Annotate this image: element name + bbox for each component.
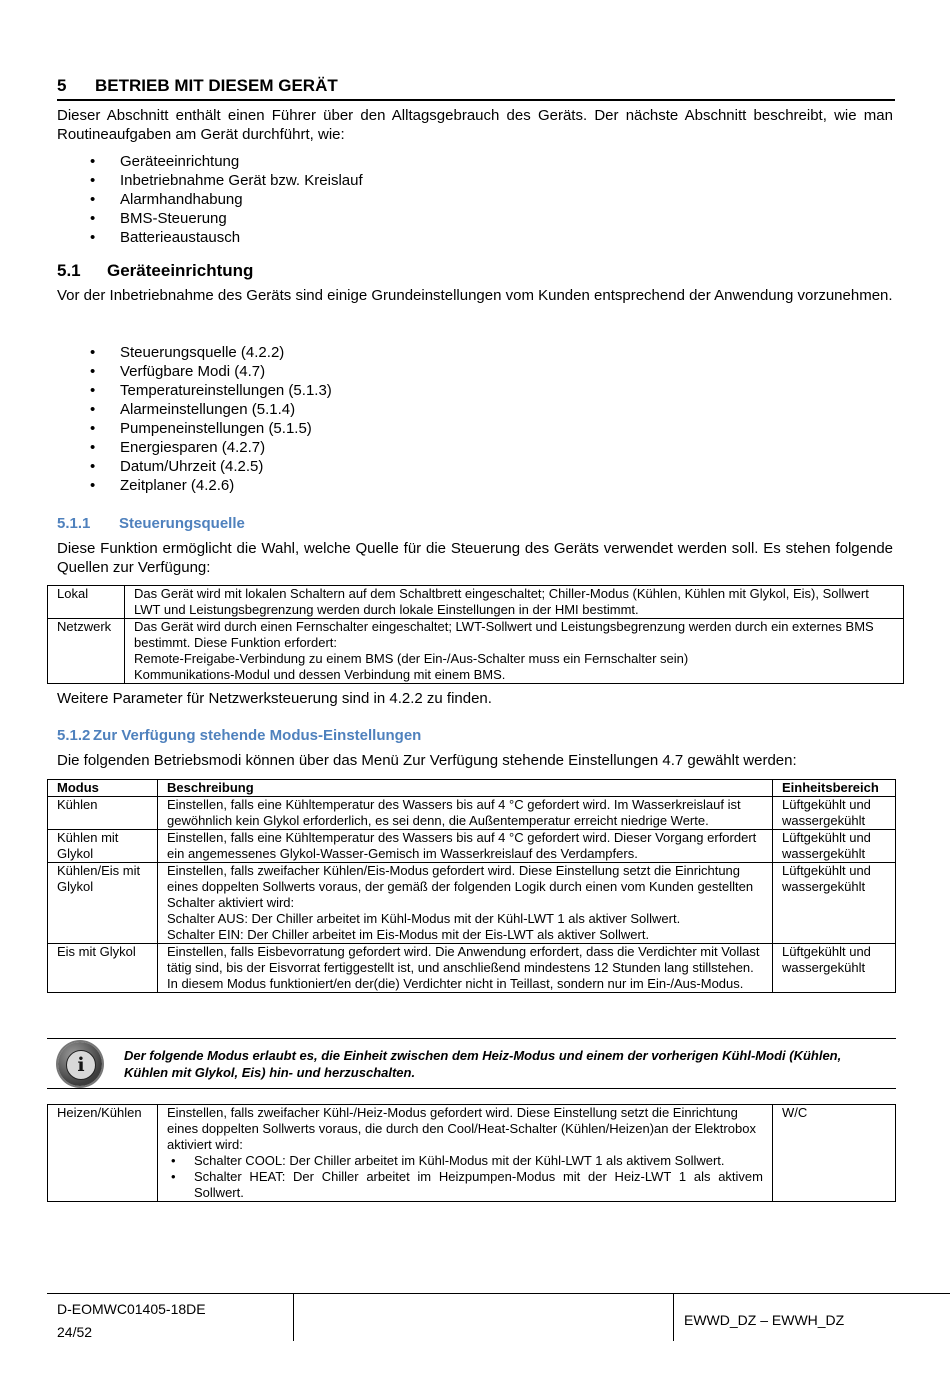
subsection-intro: Vor der Inbetriebnahme des Geräts sind einige Grundeinstellungen vom Kunden entsprechend der Anwendung vorzunehmen. [57, 287, 893, 304]
cell-line: Schalter AUS: Der Chiller arbeitet im Kühl-Modus mit der Kühl-LWT 1 als aktiver Sollwert. [167, 911, 681, 926]
note-rule-top [47, 1038, 896, 1039]
cell-line: Einstellen, falls zweifacher Kühlen/Eis-Modus gefordert wird. Diese Einstellung setzt die Einrichtung eines doppelten Sollwerts voraus, der gemäß der folgenden Logik durch einen vom Kunden gestellten Schalter aktiviert wird: [167, 863, 754, 910]
subsection-number: 5.1 [57, 261, 81, 280]
column-header: Einheitsbereich [773, 780, 896, 797]
section-intro: Dieser Abschnitt enthält einen Führer über den Alltagsgebrauch des Geräts. Der nächste Abschnitt beschreibt, wie man Routineaufgaben am Gerät durchführt, wie: [57, 107, 893, 143]
list-item: • Zeitplaner (4.2.6) [57, 476, 893, 495]
modes-intro: Die folgenden Betriebsmodi können über das Menü Zur Verfügung stehende Einstellungen 4.7 gewählt werden: [57, 752, 797, 769]
section-bullets [57, 152, 893, 247]
table-cell [125, 619, 904, 684]
note-text: Der folgende Modus erlaubt es, die Einheit zwischen dem Heiz-Modus und einem der vorherigen Kühl-Modi (Kühlen, Kühlen mit Glykol, Eis) hin- und herzuschalten. [124, 1048, 842, 1080]
list-item: • Alarmeinstellungen (5.1.4) [57, 400, 893, 419]
subsubsection-title: Zur Verfügung stehende Modus-Einstellungen [93, 727, 422, 744]
list-item: • Inbetriebnahme Gerät bzw. Kreislauf [57, 171, 893, 190]
table-cell: Lüftgekühlt und wassergekühlt [773, 863, 896, 944]
list-item: • Schalter HEAT: Der Chiller arbeitet im Heizpumpen-Modus mit der Heiz-LWT 1 als aktivem Sollwert. [167, 1169, 763, 1201]
table-cell: Das Gerät wird mit lokalen Schaltern auf dem Schaltbrett eingeschaltet; Chiller-Modus (Kühlen, Kühlen mit Glykol, Eis), Sollwert LWT und Leistungsbegrenzung werden durch lokale Einstellungen in der HMI bestimmt. [125, 586, 904, 619]
table-row [48, 830, 896, 863]
table-cell: Heizen/Kühlen [48, 1105, 158, 1202]
list-item: • Verfügbare Modi (4.7) [57, 362, 893, 381]
table-row [48, 863, 896, 944]
cell-line: Schalter EIN: Der Chiller arbeitet im Eis-Modus mit der Eis-LWT als aktiver Sollwert. [167, 927, 650, 942]
cell-line: Kommunikations-Modul und dessen Verbindung mit einem BMS. [134, 667, 506, 682]
table-cell: Eis mit Glykol [48, 944, 158, 993]
subsubsection-number: 5.1.2 [57, 727, 91, 744]
section-heading [57, 76, 895, 101]
list-item: • Temperatureinstellungen (5.1.3) [57, 381, 893, 400]
footer-rule [47, 1293, 950, 1294]
table-row [48, 944, 896, 993]
table-cell: Lüftgekühlt und wassergekühlt [773, 830, 896, 863]
list-item: • Steuerungsquelle (4.2.2) [57, 343, 893, 362]
control-source-table [47, 585, 904, 684]
table-header-row [48, 780, 896, 797]
table-cell: Lüftgekühlt und wassergekühlt [773, 944, 896, 993]
subsubsection-heading [57, 727, 421, 744]
info-icon [58, 1042, 102, 1086]
cell-line: Remote-Freigabe-Verbindung zu einem BMS (der Ein-/Aus-Schalter muss ein Fernschalter sein) [134, 651, 689, 666]
subsection-title: Geräteeinrichtung [107, 261, 254, 280]
note-rule-bottom [47, 1088, 896, 1089]
control-source-intro: Diese Funktion ermöglicht die Wahl, welche Quelle für die Steuerung des Geräts verwendet werden soll. Es stehen folgende Quellen zur Verfügung: [57, 540, 893, 576]
footer-divider [293, 1294, 294, 1341]
table-cell [158, 1105, 773, 1202]
cell-line: Das Gerät wird durch einen Fernschalter eingeschaltet; LWT-Sollwert und Leistungsbegrenzung werden durch ein externes BMS bestimmt. Diese Funktion erfordert: [134, 619, 874, 650]
modes-table [47, 779, 896, 993]
subsubsection-title: Steuerungsquelle [119, 515, 245, 532]
subsubsection-heading [57, 515, 245, 532]
table-cell: Lokal [48, 586, 125, 619]
footer-doc-id: D-EOMWC01405-18DE [57, 1301, 206, 1317]
list-item: • BMS-Steuerung [57, 209, 893, 228]
setup-bullets [57, 343, 893, 495]
table-cell: Einstellen, falls Eisbevorratung gefordert wird. Die Anwendung erfordert, dass die Verdichter mit Vollast tätig sind, bis der Eisvorrat fertiggestellt ist, und anschließend mindestens 12 Stunden lang stillstehen. In diesem Modus funktioniert/en der(die) Verdichter nicht in Teillast, sondern nur im Ein-/Aus-Modus. [158, 944, 773, 993]
heat-cool-bullets [167, 1153, 763, 1201]
table-cell: Einstellen, falls eine Kühltemperatur des Wassers bis auf 4 °C gefordert wird. Dieser Vorgang erfordert ein angemessenes Glykol-Wasser-Gemisch im Wasserkreislauf des Verdampfers. [158, 830, 773, 863]
table-cell: Kühlen/Eis mit Glykol [48, 863, 158, 944]
footer-divider [673, 1294, 674, 1341]
list-item: • Energiesparen (4.2.7) [57, 438, 893, 457]
section-title: BETRIEB MIT DIESEM GERÄT [95, 76, 338, 95]
heat-cool-table [47, 1104, 896, 1202]
list-item: • Pumpeneinstellungen (5.1.5) [57, 419, 893, 438]
list-item: • Geräteeinrichtung [57, 152, 893, 171]
table-cell [158, 863, 773, 944]
table-cell: Kühlen mit Glykol [48, 830, 158, 863]
table-row [48, 619, 904, 684]
table-cell: W/C [773, 1105, 896, 1202]
table-cell: Lüftgekühlt und wassergekühlt [773, 797, 896, 830]
table-row [48, 1105, 896, 1202]
footer-model: EWWD_DZ – EWWH_DZ [684, 1312, 845, 1328]
list-item: • Batterieaustausch [57, 228, 893, 247]
info-icon-glyph: i [66, 1050, 96, 1080]
table-row [48, 797, 896, 830]
network-note: Weitere Parameter für Netzwerksteuerung sind in 4.2.2 zu finden. [57, 690, 492, 707]
table-cell: Kühlen [48, 797, 158, 830]
list-item: • Schalter COOL: Der Chiller arbeitet im Kühl-Modus mit der Kühl-LWT 1 als aktivem Sollwert. [167, 1153, 763, 1169]
table-cell: Einstellen, falls eine Kühltemperatur des Wassers bis auf 4 °C gefordert wird. Im Wasserkreislauf ist gewöhnlich kein Glykol erforderlich, es sei denn, die Außentemperatur erreicht niedrige Werte. [158, 797, 773, 830]
list-item: • Alarmhandhabung [57, 190, 893, 209]
column-header: Beschreibung [158, 780, 773, 797]
table-cell: Netzwerk [48, 619, 125, 684]
footer-page-number: 24/52 [57, 1324, 93, 1340]
subsubsection-number: 5.1.1 [57, 515, 91, 532]
subsection-heading [57, 261, 253, 281]
cell-line: Einstellen, falls zweifacher Kühl-/Heiz-Modus gefordert wird. Diese Einstellung setzt die Einrichtung eines doppelten Sollwerts voraus, die durch den Cool/Heat-Schalter (Kühlen/Heizen)an der Elektrobox aktiviert wird: [167, 1105, 756, 1152]
column-header: Modus [48, 780, 158, 797]
section-number: 5 [57, 76, 67, 95]
table-row [48, 586, 904, 619]
list-item: • Datum/Uhrzeit (4.2.5) [57, 457, 893, 476]
